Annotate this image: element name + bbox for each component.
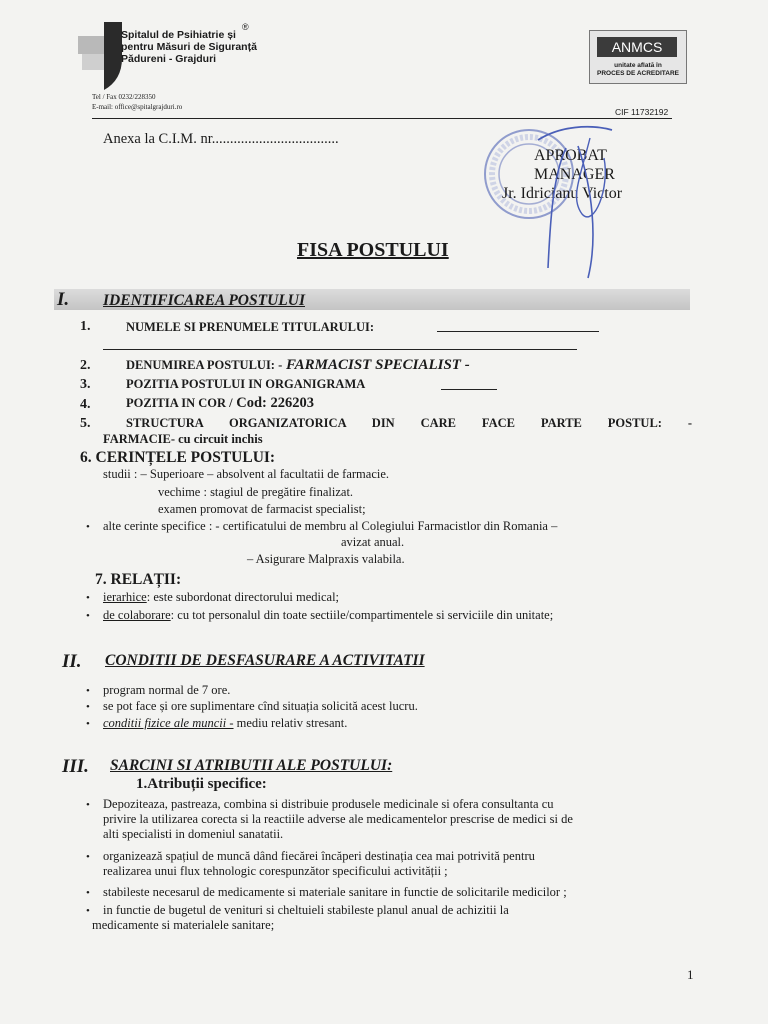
requirement-exam: examen promovat de farmacist specialist; — [158, 502, 366, 516]
requirement-seniority: vechime : stagiul de pregătire finalizat. — [158, 485, 354, 499]
accreditation-badge — [589, 30, 687, 84]
section-title: IDENTIFICAREA POSTULUI — [103, 292, 305, 309]
approval-name: Jr. Idricianu Victor — [502, 185, 623, 202]
bullet-icon: • — [86, 521, 90, 533]
approval-role: MANAGER — [534, 166, 615, 183]
relation-hierarchical: ierarhice: este subordonat directorului medical; — [103, 590, 340, 604]
task-item: organizează spațiul de muncă dând fiecărei încăperi destinația cea mai potrivită pentru realizarea unui flux tehnologic corespunzător specificului activității ; — [103, 849, 535, 878]
section-number: III. — [62, 756, 89, 777]
bullet-icon: • — [86, 905, 90, 917]
section-title: SARCINI SI ATRIBUTII ALE POSTULUI: — [110, 757, 393, 774]
fill-line — [103, 349, 577, 350]
task-item: stabileste necesarul de medicamente si materiale sanitare in functie de solicitarile medicilor ; — [103, 885, 567, 899]
section-title: CONDITII DE DESFASURARE A ACTIVITATII — [105, 652, 425, 669]
subsection-heading: 1.Atribuții specifice: — [136, 776, 267, 792]
section-number: II. — [62, 651, 82, 672]
item-label: POZITIA IN COR / — [126, 396, 233, 410]
bullet-icon: • — [86, 685, 90, 697]
relation-collaboration: de colaborare: cu tot personalul din toate sectiile/compartimentele si serviciile din unitate; — [103, 608, 554, 622]
item-label: POZITIA POSTULUI IN ORGANIGRAMA — [126, 377, 366, 391]
bullet-icon: • — [86, 701, 90, 713]
hospital-name: Spitalul de Psihiatrie și pentru Măsuri de Siguranță Pădureni - Grajduri — [121, 29, 257, 65]
requirement-other-continued: avizat anual. — [341, 535, 405, 549]
item-number: 2. — [80, 358, 91, 373]
bullet-icon: • — [86, 610, 90, 622]
relations-heading: 7. RELAȚII: — [95, 571, 182, 588]
section-number: I. — [57, 289, 70, 310]
accreditation-text: unitate aflată în PROCES DE ACREDITARE — [597, 62, 679, 77]
item-number: 5. — [80, 416, 91, 431]
item-number: 3. — [80, 377, 91, 392]
item-number: 1. — [80, 319, 91, 334]
fill-line — [437, 331, 599, 332]
cor-row — [126, 394, 314, 412]
requirement-other: alte cerinte specifice : - certificatului de membru al Colegiului Farmacistlor din Romania – — [103, 519, 558, 533]
condition-item: program normal de 7 ore. — [103, 683, 231, 697]
approval-label: APROBAT — [534, 147, 607, 164]
requirements-heading: 6. CERINȚELE POSTULUI: — [80, 449, 276, 466]
requirement-studies: studii : – Superioare – absolvent al facultatii de farmacie. — [103, 467, 390, 481]
requirement-malpraxis: – Asigurare Malpraxis valabila. — [247, 552, 405, 566]
bullet-icon: • — [86, 799, 90, 811]
item-label: STRUCTURA ORGANIZATORICA DIN CARE FACE PARTE POSTUL: - — [126, 416, 692, 430]
job-title-value: FARMACIST SPECIALIST - — [282, 357, 470, 373]
bullet-icon: • — [86, 592, 90, 604]
task-item: Depoziteaza, pastreaza, combina si distribuie produsele medicinale si ofera consultanta cu privire la utilizarea corecta si la reactiile adverse ale medicamentelor prescrise de medici si de alti specialisti in domeniul sanatatii. — [103, 797, 573, 841]
bullet-icon: • — [86, 718, 90, 730]
fill-line — [441, 389, 497, 390]
registered-mark: ® — [242, 22, 249, 32]
condition-item: conditii fizice ale muncii - mediu relativ stresant. — [103, 716, 348, 730]
contact-info: Tel / Fax 0232/228350 E-mail: office@spitalgrajduri.ro — [92, 93, 183, 111]
bullet-icon: • — [86, 887, 90, 899]
page-number: 1 — [687, 967, 694, 982]
item-label-continued: FARMACIE- cu circuit inchis — [103, 432, 263, 446]
anmcs-logo: ANMCS — [597, 37, 677, 57]
cif-code: CIF 11732192 — [615, 107, 669, 117]
annex-reference: Anexa la C.I.M. nr................................... — [103, 131, 339, 147]
item-label: DENUMIREA POSTULUI: - — [126, 358, 283, 372]
job-title-row — [126, 356, 470, 374]
item-number: 4. — [80, 397, 91, 412]
bullet-icon: • — [86, 851, 90, 863]
cor-code: Cod: 226203 — [232, 395, 314, 411]
task-item: in functie de bugetul de venituri si cheltuieli stabileste planul anual de achizitii la medicamente si materialele sanitare; — [92, 903, 509, 932]
condition-item: se pot face și ore suplimentare cînd situația solicită acest lucru. — [103, 699, 418, 713]
signature-icon — [520, 118, 640, 288]
item-label: NUMELE SI PRENUMELE TITULARULUI: — [126, 320, 375, 334]
document-title: FISA POSTULUI — [297, 239, 449, 261]
